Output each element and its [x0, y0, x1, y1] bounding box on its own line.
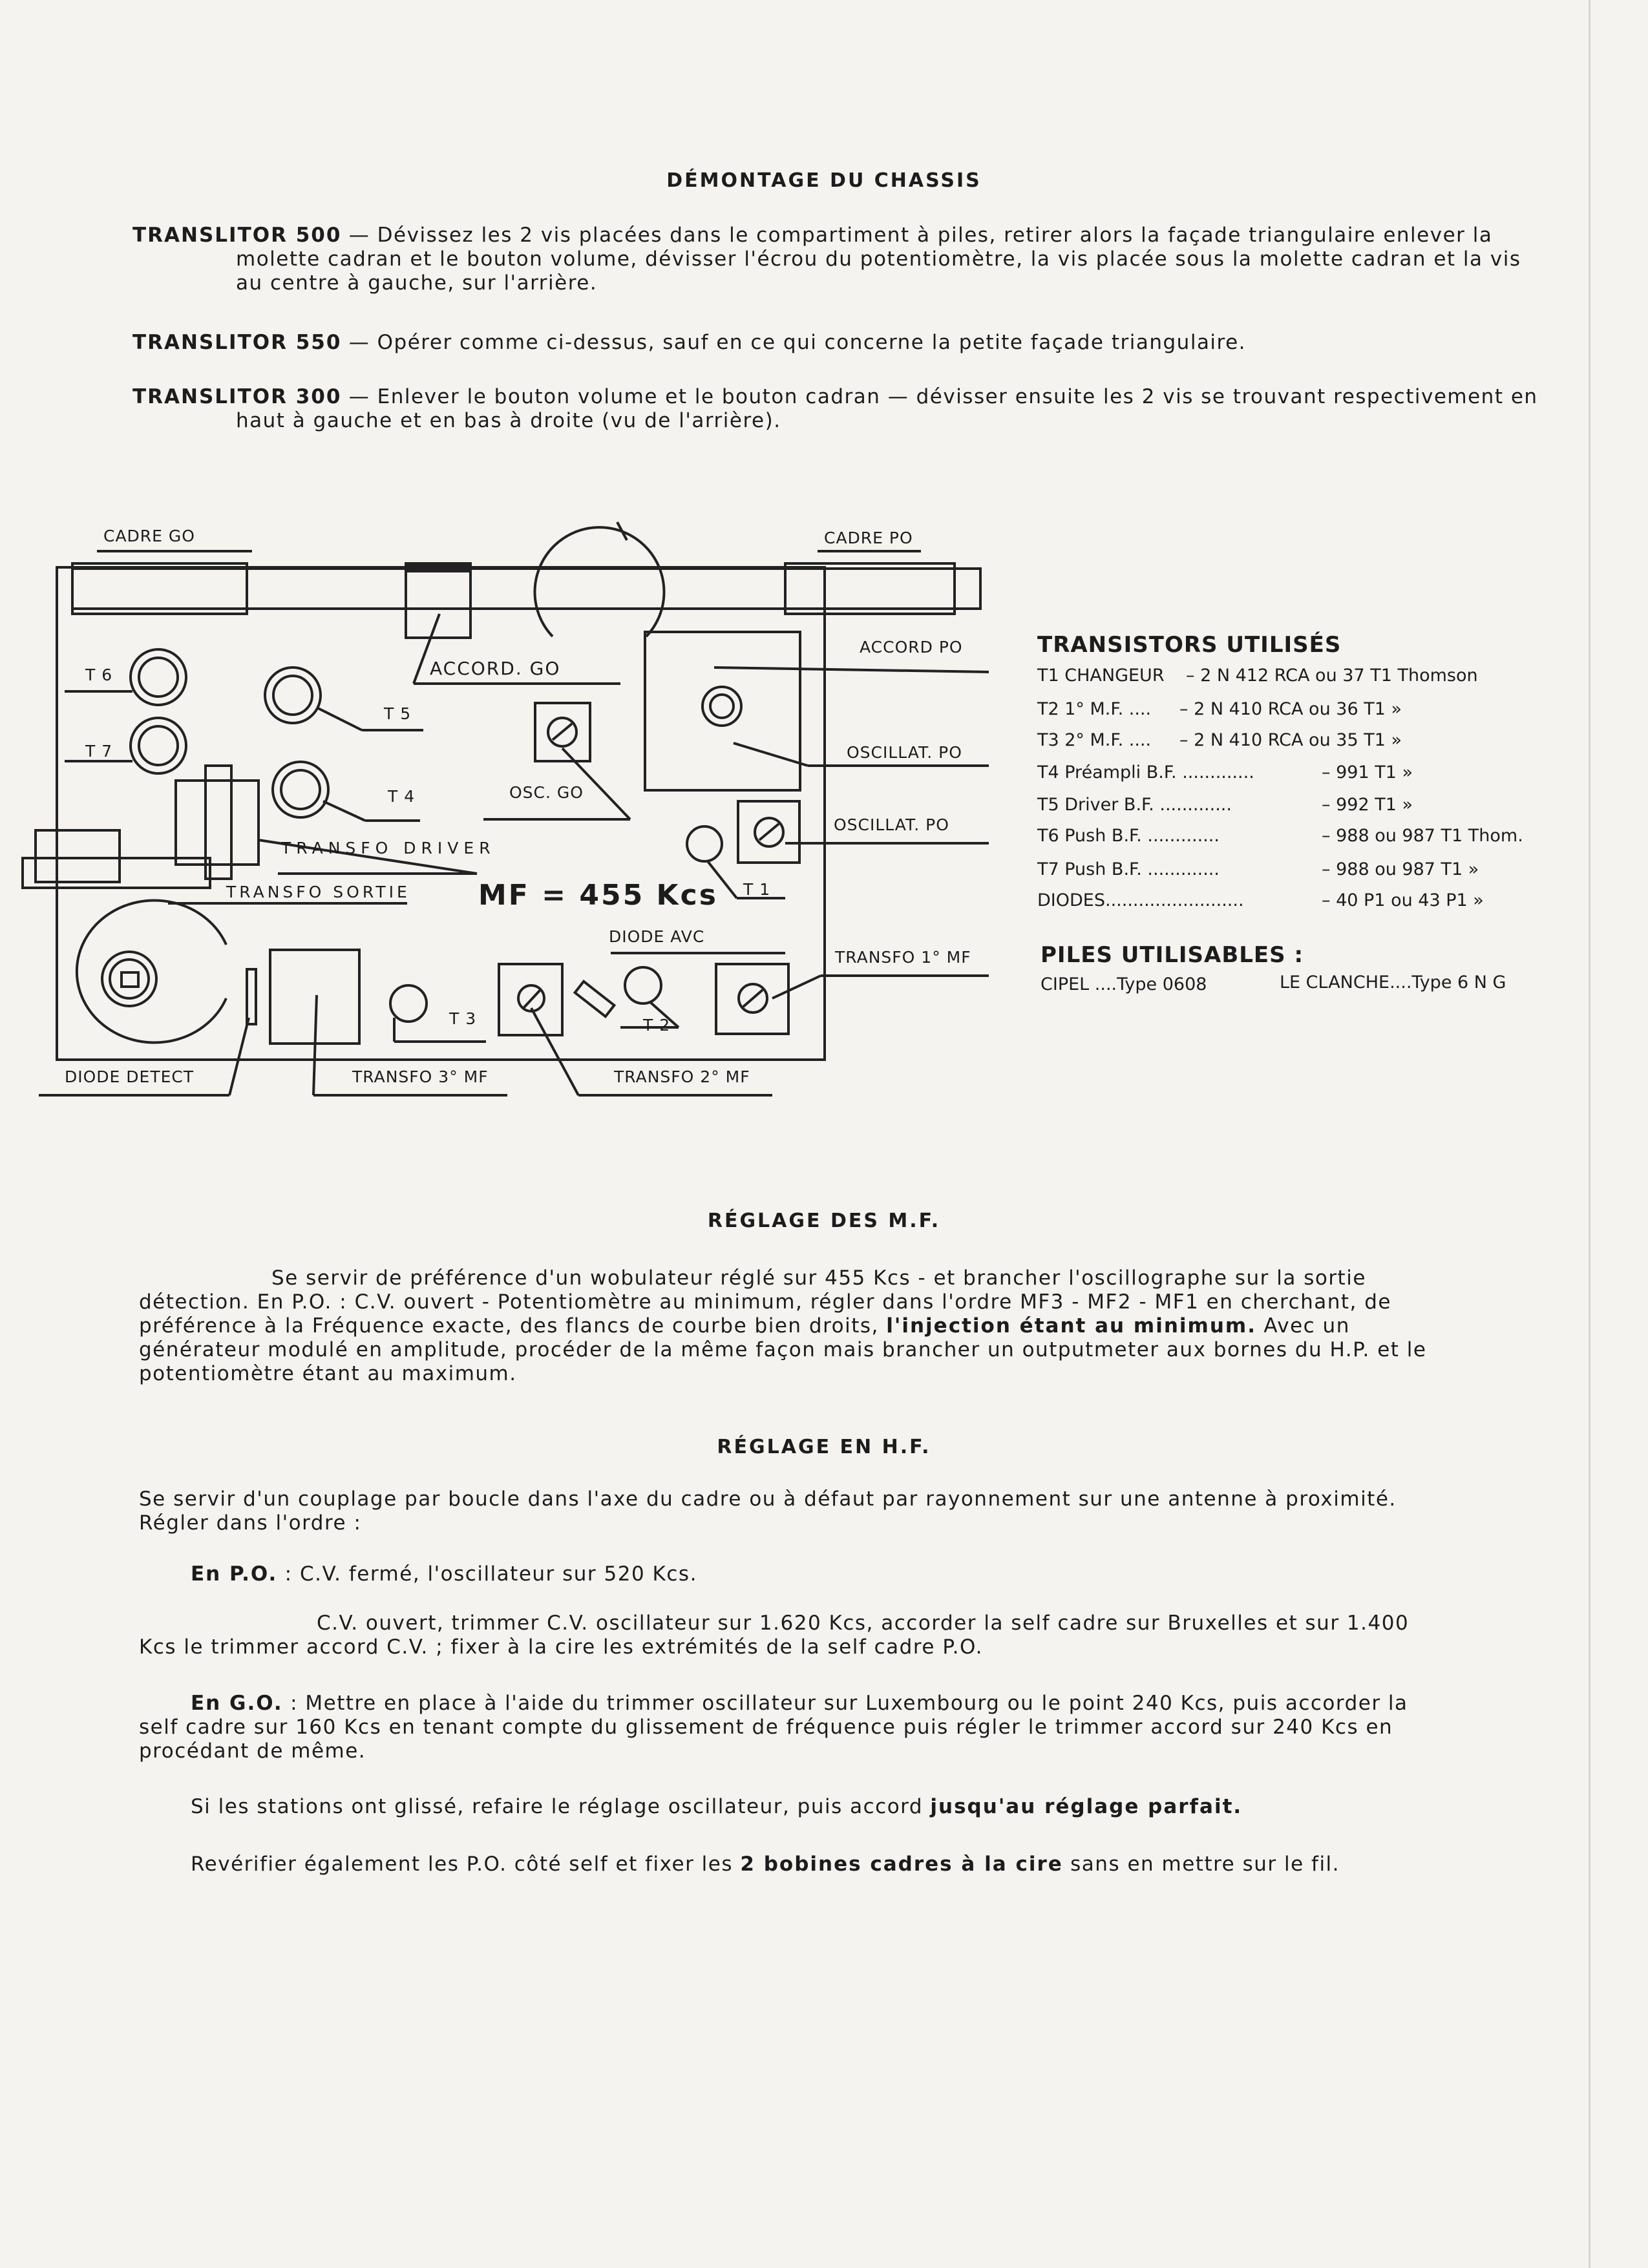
reglage-hf-po-2: C.V. ouvert, trimmer C.V. oscillateur sur 1.620 Kcs, accorder la self cadre sur Bruxelles et sur 1.400 Kcs le trimmer accord C.V. ; fixer à la cire les extrémités de la self cadre P.O.: [139, 1612, 1410, 1659]
demontage-text-500: — Dévissez les 2 vis placées dans le compartiment à piles, retirer alors la façade triangulaire enlever la molette cadran et le bouton volume, dévisser l'écrou du potentiomètre, la vis placée sous la molette cadran et la vis au centre à gauche, sur l'arrière.: [236, 224, 1521, 295]
label-accord-go: ACCORD. GO: [430, 658, 561, 679]
label-transfo-1mf: TRANSFO 1° MF: [835, 948, 971, 967]
reglage-mf-part1: Se servir de préférence d'un wobulateur réglé sur 455 Kcs - et brancher l'oscillographe sur la sortie détection. En P.O. : C.V. ouvert - Potentiomètre au minimum, régler dans l'ordre MF3 - MF2 - MF1 en cherchant, de préférence à la Fréquence exacte, des flancs de courbe bien droits,: [139, 1266, 1391, 1338]
model-500: TRANSLITOR 500: [132, 224, 342, 247]
accord-go-trimmer: [406, 563, 470, 638]
demontage-text-550: — Opérer comme ci-dessus, sauf en ce qui concerne la petite façade triangulaire.: [341, 331, 1247, 354]
chassis-board: [57, 567, 825, 1060]
label-oscillat-po-1: OSCILLAT. PO: [847, 743, 962, 762]
t2-transistor: [625, 967, 661, 1003]
transistor-value: – 992 T1 »: [1322, 795, 1413, 815]
transistor-value: – 991 T1 »: [1322, 762, 1413, 782]
reglage-hf-stations: [191, 1795, 1451, 1819]
reglage-hf-go: [139, 1692, 1451, 1763]
label-t1: T 1: [743, 880, 771, 899]
transistor-name: T1 CHANGEUR: [1037, 666, 1165, 686]
pile-item-leclanche: LE CLANCHE....Type 6 N G: [1280, 972, 1506, 992]
transistor-value: – 40 P1 ou 43 P1 »: [1322, 890, 1484, 910]
verify-text-1: Revérifier également les P.O. côté self et fixer les: [191, 1853, 741, 1876]
cadre-go-coil: [72, 563, 247, 614]
reglage-hf-title: RÉGLAGE EN H.F.: [717, 1436, 931, 1458]
transistor-name: T6 Push B.F. .............: [1037, 826, 1220, 846]
transistor-value: – 2 N 412 RCA ou 37 T1 Thomson: [1186, 666, 1478, 686]
cadre-po-coil: [785, 563, 955, 614]
transistor-value: – 2 N 410 RCA ou 35 T1 »: [1179, 730, 1402, 750]
label-diode-detect: DIODE DETECT: [65, 1067, 195, 1086]
verify-bold: 2 bobines cadres à la cire: [740, 1853, 1063, 1876]
model-300: TRANSLITOR 300: [132, 385, 342, 408]
transfo-driver: [176, 781, 259, 865]
pile-item-cipel: CIPEL ....Type 0608: [1041, 974, 1207, 994]
verify-text-2: sans en mettre sur le fil.: [1062, 1853, 1340, 1876]
transistor-name: T7 Push B.F. .............: [1037, 859, 1220, 879]
reglage-hf-po: [191, 1562, 1451, 1586]
po-block: [645, 632, 800, 790]
transistor-name: T3 2° M.F. ....: [1037, 730, 1152, 750]
tuning-knob: [535, 527, 664, 636]
label-diode-avc: DIODE AVC: [609, 927, 705, 946]
transistor-value: – 988 ou 987 T1 »: [1322, 859, 1479, 879]
scan-edge: [1589, 0, 1590, 2268]
po-label: En P.O.: [191, 1562, 278, 1586]
label-t5: T 5: [384, 704, 412, 723]
transistor-name: DIODES.........................: [1037, 890, 1244, 910]
label-oscillat-po-2: OSCILLAT. PO: [834, 815, 949, 834]
label-cadre-po: CADRE PO: [824, 529, 913, 547]
osc-po-core: [703, 687, 741, 726]
label-mf: MF = 455 Kcs: [478, 879, 718, 912]
transistor-name: T4 Préampli B.F. .............: [1037, 762, 1254, 782]
transistor-value: – 2 N 410 RCA ou 36 T1 »: [1179, 699, 1402, 719]
demontage-text-300: — Enlever le bouton volume et le bouton cadran — dévisser ensuite les 2 vis se trouvant respectivement en haut à gauche et en bas à droite (vu de l'arrière).: [236, 385, 1538, 432]
label-transfo-sortie: TRANSFO SORTIE: [226, 883, 410, 901]
label-accord-po: ACCORD PO: [860, 638, 963, 656]
transfo-sortie: [36, 830, 120, 882]
model-550: TRANSLITOR 550: [132, 331, 342, 354]
transistor-value: – 988 ou 987 T1 Thom.: [1322, 826, 1523, 846]
diode-detect: [247, 969, 256, 1024]
po-text: : C.V. fermé, l'oscillateur sur 520 Kcs.: [277, 1562, 697, 1586]
transistors-title: TRANSISTORS UTILISÉS: [1037, 632, 1342, 658]
transistor-name: T5 Driver B.F. .............: [1037, 795, 1232, 815]
reglage-hf-verify: [191, 1853, 1451, 1876]
demontage-title: DÉMONTAGE DU CHASSIS: [666, 169, 982, 192]
label-cadre-go: CADRE GO: [103, 527, 195, 545]
label-t2: T 2: [643, 1016, 671, 1034]
go-text: : Mettre en place à l'aide du trimmer oscillateur sur Luxembourg ou le point 240 Kcs, puis accorder la self cadre sur 160 Kcs en tenant compte du glissement de fréquence puis régler le trimmer accord sur 240 Kcs en procédant de même.: [139, 1692, 1408, 1763]
label-osc-go: OSC. GO: [509, 783, 584, 802]
label-t4: T 4: [388, 787, 416, 806]
reglage-mf-bold: l'injection étant au minimum.: [886, 1314, 1256, 1338]
reglage-mf-part2: Avec un générateur modulé en amplitude, procéder de la même façon mais brancher un outputmeter aux bornes du H.P. et le potentiomètre étant au maximum.: [139, 1314, 1427, 1385]
label-transfo-2mf: TRANSFO 2° MF: [614, 1067, 750, 1086]
transistor-name: T2 1° M.F. ....: [1037, 699, 1152, 719]
stations-text: Si les stations ont glissé, refaire le réglage oscillateur, puis accord: [191, 1795, 931, 1818]
label-transfo-3mf: TRANSFO 3° MF: [352, 1067, 489, 1086]
piles-title: PILES UTILISABLES :: [1041, 942, 1304, 968]
diode-avc: [575, 982, 615, 1016]
t3-transistor: [390, 985, 427, 1022]
label-transfo-driver: TRANSFO DRIVER: [281, 839, 496, 857]
t1-transistor: [687, 826, 722, 861]
reglage-hf-intro: Se servir d'un couplage par boucle dans l'axe du cadre ou à défaut par rayonnement sur une antenne à proximité. Régler dans l'ordre :: [139, 1487, 1397, 1535]
ferrite-rod: [72, 569, 980, 609]
volume-pot: [77, 900, 226, 1042]
go-label: En G.O.: [191, 1692, 283, 1715]
label-t6: T 6: [85, 666, 113, 684]
label-t3: T 3: [449, 1009, 477, 1028]
reglage-mf-title: RÉGLAGE DES M.F.: [707, 1210, 941, 1232]
reglage-mf-text: [139, 1266, 1451, 1386]
stations-bold: jusqu'au réglage parfait.: [930, 1795, 1243, 1818]
label-t7: T 7: [85, 742, 113, 761]
